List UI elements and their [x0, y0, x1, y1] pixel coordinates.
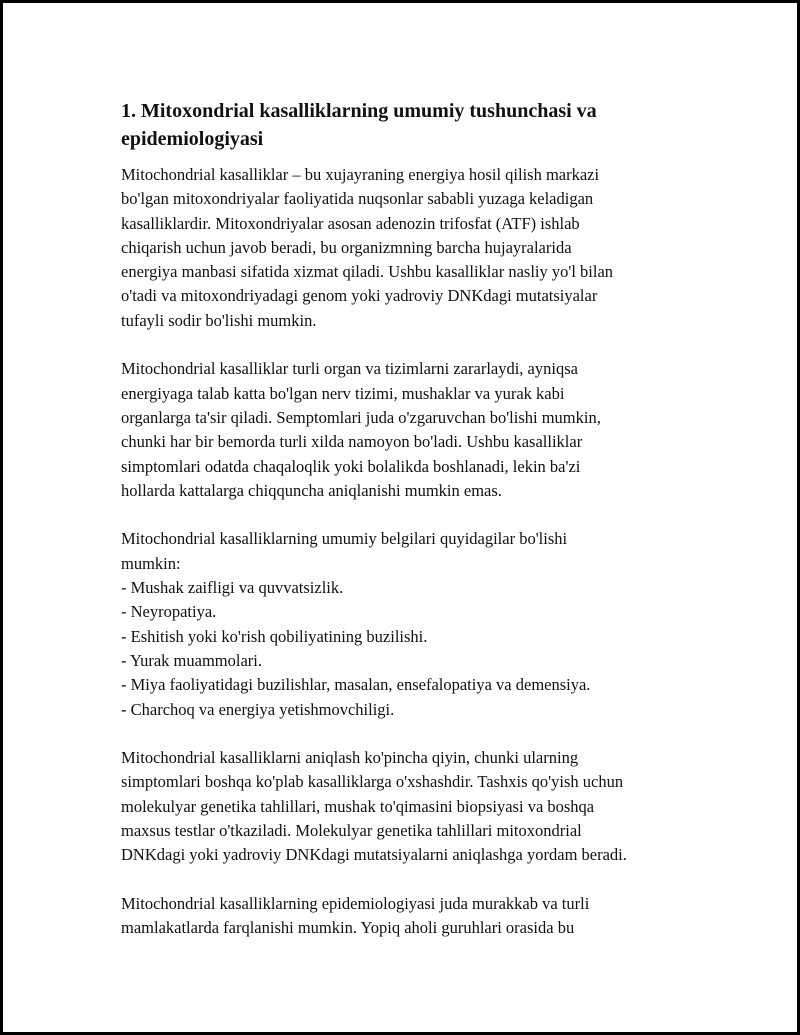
text-line: o'tadi va mitoxondriyadagi genom yoki yadroviy DNKdagi mutatsiyalar [121, 286, 598, 306]
text-line: DNKdagi yoki yadroviy DNKdagi mutatsiyalarni aniqlashga yordam beradi. [121, 845, 627, 865]
list-item: - Yurak muammolari. [121, 650, 262, 670]
text-line: chiqarish uchun javob beradi, bu organizmning barcha hujayralarida [121, 237, 572, 257]
text-line: organlarga ta'sir qiladi. Semptomlari juda o'zgaruvchan bo'lishi mumkin, [121, 407, 601, 427]
text-line: kasalliklardir. Mitoxondriyalar asosan adenozin trifosfat (ATF) ishlab [121, 213, 580, 233]
text-line: tufayli sodir bo'lishi mumkin. [121, 310, 317, 330]
list-item: - Eshitish yoki ko'rish qobiliyatining buzilishi. [121, 626, 428, 646]
section-heading [121, 97, 721, 153]
paragraph-symptoms-list [121, 527, 721, 721]
list-item: - Miya faoliyatidagi buzilishlar, masalan, ensefalopatiya va demensiya. [121, 675, 591, 695]
text-line: simptomlari odatda chaqaloqlik yoki bolalikda boshlanadi, lekin ba'zi [121, 456, 581, 476]
text-line: bo'lgan mitoxondriyalar faoliyatida nuqsonlar sababli yuzaga keladigan [121, 189, 594, 209]
heading-line: 1. Mitoxondrial kasalliklarning umumiy tushunchasi va [121, 100, 597, 122]
text-line: mumkin: [121, 553, 181, 573]
list-item: - Charchoq va energiya yetishmovchiligi. [121, 699, 395, 719]
text-line: energiya manbasi sifatida xizmat qiladi. Ushbu kasalliklar nasliy yo'l bilan [121, 262, 614, 282]
paragraph-diagnosis [121, 746, 721, 867]
list-item: - Mushak zaifligi va quvvatsizlik. [121, 578, 344, 598]
text-line: simptomlari boshqa ko'plab kasalliklarga o'xshashdir. Tashxis qo'yish uchun [121, 772, 624, 792]
text-line: molekulyar genetika tahlillari, mushak to'qimasini biopsiyasi va boshqa [121, 796, 595, 816]
text-line: Mitochondrial kasalliklarning umumiy belgilari quyidagilar bo'lishi [121, 529, 568, 549]
paragraph-epidemiology [121, 892, 721, 941]
text-line: maxsus testlar o'tkaziladi. Molekulyar genetika tahlillari mitoxondrial [121, 821, 582, 841]
heading-line: epidemiologiyasi [121, 128, 264, 150]
text-line: chunki har bir bemorda turli xilda namoyon bo'ladi. Ushbu kasalliklar [121, 432, 583, 452]
list-item: - Neyropatiya. [121, 602, 217, 622]
paragraph-organs [121, 357, 721, 503]
document-body [121, 97, 721, 965]
text-line: hollarda kattalarga chiqquncha aniqlanishi mumkin emas. [121, 480, 502, 500]
text-line: Mitochondrial kasalliklar turli organ va tizimlarni zararlaydi, ayniqsa [121, 359, 578, 379]
paragraph-definition [121, 163, 721, 333]
text-line: mamlakatlarda farqlanishi mumkin. Yopiq aholi guruhlari orasida bu [121, 918, 575, 938]
text-line: Mitochondrial kasalliklarning epidemiologiyasi juda murakkab va turli [121, 893, 590, 913]
text-line: Mitochondrial kasalliklarni aniqlash ko'pincha qiyin, chunki ularning [121, 748, 579, 768]
text-line: energiyaga talab katta bo'lgan nerv tizimi, mushaklar va yurak kabi [121, 383, 565, 403]
text-line: Mitochondrial kasalliklar – bu xujayraning energiya hosil qilish markazi [121, 165, 600, 184]
